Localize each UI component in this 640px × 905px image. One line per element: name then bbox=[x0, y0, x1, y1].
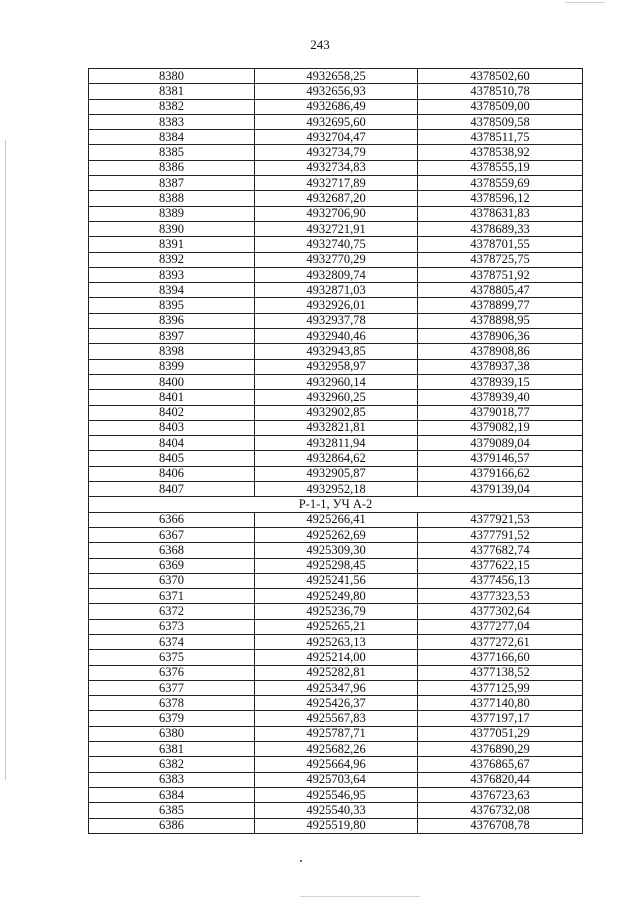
x-coordinate-cell: 4925236,79 bbox=[255, 604, 418, 619]
table-row bbox=[89, 329, 583, 344]
y-coordinate-cell: 4377197,17 bbox=[418, 711, 583, 726]
table-row bbox=[89, 99, 583, 114]
scan-edge-bottom bbox=[300, 896, 420, 897]
point-number-cell: 8398 bbox=[89, 344, 255, 359]
point-number-cell: 8407 bbox=[89, 482, 255, 497]
table-row bbox=[89, 313, 583, 328]
y-coordinate-cell: 4376890,29 bbox=[418, 742, 583, 757]
x-coordinate-cell: 4932704,47 bbox=[255, 130, 418, 145]
x-coordinate-cell: 4932937,78 bbox=[255, 313, 418, 328]
x-coordinate-cell: 4925241,56 bbox=[255, 573, 418, 588]
y-coordinate-cell: 4377051,29 bbox=[418, 726, 583, 741]
x-coordinate-cell: 4932821,81 bbox=[255, 420, 418, 435]
point-number-cell: 6372 bbox=[89, 604, 255, 619]
table-row bbox=[89, 742, 583, 757]
x-coordinate-cell: 4925263,13 bbox=[255, 634, 418, 649]
x-coordinate-cell: 4932902,85 bbox=[255, 405, 418, 420]
table-row bbox=[89, 558, 583, 573]
point-number-cell: 6377 bbox=[89, 680, 255, 695]
x-coordinate-cell: 4932734,83 bbox=[255, 160, 418, 175]
x-coordinate-cell: 4932770,29 bbox=[255, 252, 418, 267]
y-coordinate-cell: 4376708,78 bbox=[418, 818, 583, 833]
x-coordinate-cell: 4932940,46 bbox=[255, 329, 418, 344]
x-coordinate-cell: 4932943,85 bbox=[255, 344, 418, 359]
point-number-cell: 8396 bbox=[89, 313, 255, 328]
y-coordinate-cell: 4378555,19 bbox=[418, 160, 583, 175]
point-number-cell: 6373 bbox=[89, 619, 255, 634]
point-number-cell: 8388 bbox=[89, 191, 255, 206]
x-coordinate-cell: 4932958,97 bbox=[255, 359, 418, 374]
y-coordinate-cell: 4378805,47 bbox=[418, 283, 583, 298]
y-coordinate-cell: 4379139,04 bbox=[418, 482, 583, 497]
scan-dot bbox=[300, 860, 302, 862]
x-coordinate-cell: 4932717,89 bbox=[255, 176, 418, 191]
y-coordinate-cell: 4378906,36 bbox=[418, 329, 583, 344]
table-row bbox=[89, 527, 583, 542]
table-row bbox=[89, 252, 583, 267]
x-coordinate-cell: 4925426,37 bbox=[255, 696, 418, 711]
y-coordinate-cell: 4377166,60 bbox=[418, 650, 583, 665]
table-row bbox=[89, 466, 583, 481]
point-number-cell: 6370 bbox=[89, 573, 255, 588]
x-coordinate-cell: 4932960,14 bbox=[255, 374, 418, 389]
table-row bbox=[89, 543, 583, 558]
point-number-cell: 8380 bbox=[89, 69, 255, 84]
y-coordinate-cell: 4379166,62 bbox=[418, 466, 583, 481]
point-number-cell: 8383 bbox=[89, 114, 255, 129]
x-coordinate-cell: 4925787,71 bbox=[255, 726, 418, 741]
x-coordinate-cell: 4925214,00 bbox=[255, 650, 418, 665]
y-coordinate-cell: 4376820,44 bbox=[418, 772, 583, 787]
point-number-cell: 6382 bbox=[89, 757, 255, 772]
y-coordinate-cell: 4377682,74 bbox=[418, 543, 583, 558]
table-row bbox=[89, 267, 583, 282]
y-coordinate-cell: 4378701,55 bbox=[418, 237, 583, 252]
table-row bbox=[89, 573, 583, 588]
table-row bbox=[89, 436, 583, 451]
table-row bbox=[89, 160, 583, 175]
point-number-cell: 8389 bbox=[89, 206, 255, 221]
table-row bbox=[89, 696, 583, 711]
table-row bbox=[89, 176, 583, 191]
section-row bbox=[89, 497, 583, 512]
x-coordinate-cell: 4932811,94 bbox=[255, 436, 418, 451]
x-coordinate-cell: 4925703,64 bbox=[255, 772, 418, 787]
y-coordinate-cell: 4377277,04 bbox=[418, 619, 583, 634]
x-coordinate-cell: 4925266,41 bbox=[255, 512, 418, 527]
table-row bbox=[89, 619, 583, 634]
table-row bbox=[89, 818, 583, 833]
table-row bbox=[89, 772, 583, 787]
y-coordinate-cell: 4378908,86 bbox=[418, 344, 583, 359]
table-row bbox=[89, 405, 583, 420]
y-coordinate-cell: 4378725,75 bbox=[418, 252, 583, 267]
x-coordinate-cell: 4932706,90 bbox=[255, 206, 418, 221]
point-number-cell: 8384 bbox=[89, 130, 255, 145]
point-number-cell: 8382 bbox=[89, 99, 255, 114]
y-coordinate-cell: 4377791,52 bbox=[418, 527, 583, 542]
point-number-cell: 8385 bbox=[89, 145, 255, 160]
x-coordinate-cell: 4925682,26 bbox=[255, 742, 418, 757]
y-coordinate-cell: 4378509,58 bbox=[418, 114, 583, 129]
y-coordinate-cell: 4378502,60 bbox=[418, 69, 583, 84]
scan-edge-left bbox=[5, 140, 6, 780]
x-coordinate-cell: 4925249,80 bbox=[255, 589, 418, 604]
table-row bbox=[89, 650, 583, 665]
point-number-cell: 8401 bbox=[89, 390, 255, 405]
table-row bbox=[89, 757, 583, 772]
table-row bbox=[89, 482, 583, 497]
x-coordinate-cell: 4932734,79 bbox=[255, 145, 418, 160]
point-number-cell: 8403 bbox=[89, 420, 255, 435]
y-coordinate-cell: 4379146,57 bbox=[418, 451, 583, 466]
y-coordinate-cell: 4378631,83 bbox=[418, 206, 583, 221]
point-number-cell: 8397 bbox=[89, 329, 255, 344]
section-title: Р-1-1, УЧ А-2 bbox=[89, 497, 583, 512]
point-number-cell: 6374 bbox=[89, 634, 255, 649]
y-coordinate-cell: 4376865,67 bbox=[418, 757, 583, 772]
table-row bbox=[89, 359, 583, 374]
y-coordinate-cell: 4377272,61 bbox=[418, 634, 583, 649]
y-coordinate-cell: 4377323,53 bbox=[418, 589, 583, 604]
table-row bbox=[89, 711, 583, 726]
point-number-cell: 6378 bbox=[89, 696, 255, 711]
point-number-cell: 8390 bbox=[89, 221, 255, 236]
x-coordinate-cell: 4925282,81 bbox=[255, 665, 418, 680]
y-coordinate-cell: 4378538,92 bbox=[418, 145, 583, 160]
y-coordinate-cell: 4378511,75 bbox=[418, 130, 583, 145]
rows-after-group bbox=[89, 512, 583, 833]
y-coordinate-cell: 4379018,77 bbox=[418, 405, 583, 420]
x-coordinate-cell: 4925567,83 bbox=[255, 711, 418, 726]
table-row bbox=[89, 298, 583, 313]
y-coordinate-cell: 4378937,38 bbox=[418, 359, 583, 374]
table-row bbox=[89, 114, 583, 129]
x-coordinate-cell: 4932656,93 bbox=[255, 84, 418, 99]
point-number-cell: 8387 bbox=[89, 176, 255, 191]
point-number-cell: 6386 bbox=[89, 818, 255, 833]
point-number-cell: 8391 bbox=[89, 237, 255, 252]
point-number-cell: 8402 bbox=[89, 405, 255, 420]
x-coordinate-cell: 4932864,62 bbox=[255, 451, 418, 466]
point-number-cell: 6381 bbox=[89, 742, 255, 757]
y-coordinate-cell: 4378509,00 bbox=[418, 99, 583, 114]
y-coordinate-cell: 4377622,15 bbox=[418, 558, 583, 573]
point-number-cell: 8394 bbox=[89, 283, 255, 298]
page-number: 243 bbox=[310, 37, 330, 52]
table-row bbox=[89, 374, 583, 389]
point-number-cell: 6375 bbox=[89, 650, 255, 665]
point-number-cell: 6371 bbox=[89, 589, 255, 604]
point-number-cell: 6379 bbox=[89, 711, 255, 726]
y-coordinate-cell: 4376732,08 bbox=[418, 803, 583, 818]
y-coordinate-cell: 4378939,15 bbox=[418, 374, 583, 389]
x-coordinate-cell: 4925265,21 bbox=[255, 619, 418, 634]
table-row bbox=[89, 451, 583, 466]
x-coordinate-cell: 4925262,69 bbox=[255, 527, 418, 542]
table-row bbox=[89, 787, 583, 802]
table-row bbox=[89, 237, 583, 252]
point-number-cell: 6366 bbox=[89, 512, 255, 527]
point-number-cell: 6369 bbox=[89, 558, 255, 573]
point-number-cell: 6385 bbox=[89, 803, 255, 818]
point-number-cell: 6376 bbox=[89, 665, 255, 680]
table-row bbox=[89, 665, 583, 680]
table-row bbox=[89, 283, 583, 298]
point-number-cell: 8393 bbox=[89, 267, 255, 282]
x-coordinate-cell: 4932740,75 bbox=[255, 237, 418, 252]
y-coordinate-cell: 4379089,04 bbox=[418, 436, 583, 451]
y-coordinate-cell: 4377921,53 bbox=[418, 512, 583, 527]
x-coordinate-cell: 4925309,30 bbox=[255, 543, 418, 558]
point-number-cell: 8406 bbox=[89, 466, 255, 481]
x-coordinate-cell: 4932658,25 bbox=[255, 69, 418, 84]
x-coordinate-cell: 4932871,03 bbox=[255, 283, 418, 298]
y-coordinate-cell: 4376723,63 bbox=[418, 787, 583, 802]
table-row bbox=[89, 206, 583, 221]
point-number-cell: 6383 bbox=[89, 772, 255, 787]
table-row bbox=[89, 726, 583, 741]
table-row bbox=[89, 130, 583, 145]
x-coordinate-cell: 4932926,01 bbox=[255, 298, 418, 313]
point-number-cell: 8395 bbox=[89, 298, 255, 313]
y-coordinate-cell: 4378898,95 bbox=[418, 313, 583, 328]
x-coordinate-cell: 4932695,60 bbox=[255, 114, 418, 129]
scan-edge-top bbox=[565, 2, 605, 3]
table-row bbox=[89, 84, 583, 99]
y-coordinate-cell: 4378751,92 bbox=[418, 267, 583, 282]
y-coordinate-cell: 4377302,64 bbox=[418, 604, 583, 619]
table-row bbox=[89, 512, 583, 527]
x-coordinate-cell: 4925546,95 bbox=[255, 787, 418, 802]
section-group bbox=[89, 497, 583, 512]
point-number-cell: 6384 bbox=[89, 787, 255, 802]
table-row bbox=[89, 145, 583, 160]
x-coordinate-cell: 4925664,96 bbox=[255, 757, 418, 772]
table-row bbox=[89, 390, 583, 405]
y-coordinate-cell: 4378596,12 bbox=[418, 191, 583, 206]
x-coordinate-cell: 4932687,20 bbox=[255, 191, 418, 206]
table-row bbox=[89, 589, 583, 604]
x-coordinate-cell: 4925519,80 bbox=[255, 818, 418, 833]
table-row bbox=[89, 803, 583, 818]
point-number-cell: 6368 bbox=[89, 543, 255, 558]
table-row bbox=[89, 191, 583, 206]
table-row bbox=[89, 604, 583, 619]
table-row bbox=[89, 680, 583, 695]
y-coordinate-cell: 4378689,33 bbox=[418, 221, 583, 236]
coordinates-table bbox=[88, 68, 583, 834]
x-coordinate-cell: 4932686,49 bbox=[255, 99, 418, 114]
y-coordinate-cell: 4378559,69 bbox=[418, 176, 583, 191]
y-coordinate-cell: 4377138,52 bbox=[418, 665, 583, 680]
x-coordinate-cell: 4932905,87 bbox=[255, 466, 418, 481]
point-number-cell: 6367 bbox=[89, 527, 255, 542]
table-row bbox=[89, 344, 583, 359]
point-number-cell: 8381 bbox=[89, 84, 255, 99]
rows-before-group bbox=[89, 69, 583, 497]
table-row bbox=[89, 69, 583, 84]
y-coordinate-cell: 4378899,77 bbox=[418, 298, 583, 313]
y-coordinate-cell: 4378939,40 bbox=[418, 390, 583, 405]
point-number-cell: 8386 bbox=[89, 160, 255, 175]
table-row bbox=[89, 420, 583, 435]
point-number-cell: 8405 bbox=[89, 451, 255, 466]
x-coordinate-cell: 4932952,18 bbox=[255, 482, 418, 497]
table-row bbox=[89, 221, 583, 236]
point-number-cell: 6380 bbox=[89, 726, 255, 741]
point-number-cell: 8392 bbox=[89, 252, 255, 267]
x-coordinate-cell: 4932960,25 bbox=[255, 390, 418, 405]
y-coordinate-cell: 4378510,78 bbox=[418, 84, 583, 99]
y-coordinate-cell: 4377456,13 bbox=[418, 573, 583, 588]
x-coordinate-cell: 4932809,74 bbox=[255, 267, 418, 282]
x-coordinate-cell: 4932721,91 bbox=[255, 221, 418, 236]
point-number-cell: 8404 bbox=[89, 436, 255, 451]
y-coordinate-cell: 4379082,19 bbox=[418, 420, 583, 435]
point-number-cell: 8400 bbox=[89, 374, 255, 389]
x-coordinate-cell: 4925298,45 bbox=[255, 558, 418, 573]
x-coordinate-cell: 4925540,33 bbox=[255, 803, 418, 818]
y-coordinate-cell: 4377125,99 bbox=[418, 680, 583, 695]
y-coordinate-cell: 4377140,80 bbox=[418, 696, 583, 711]
table-row bbox=[89, 634, 583, 649]
point-number-cell: 8399 bbox=[89, 359, 255, 374]
x-coordinate-cell: 4925347,96 bbox=[255, 680, 418, 695]
